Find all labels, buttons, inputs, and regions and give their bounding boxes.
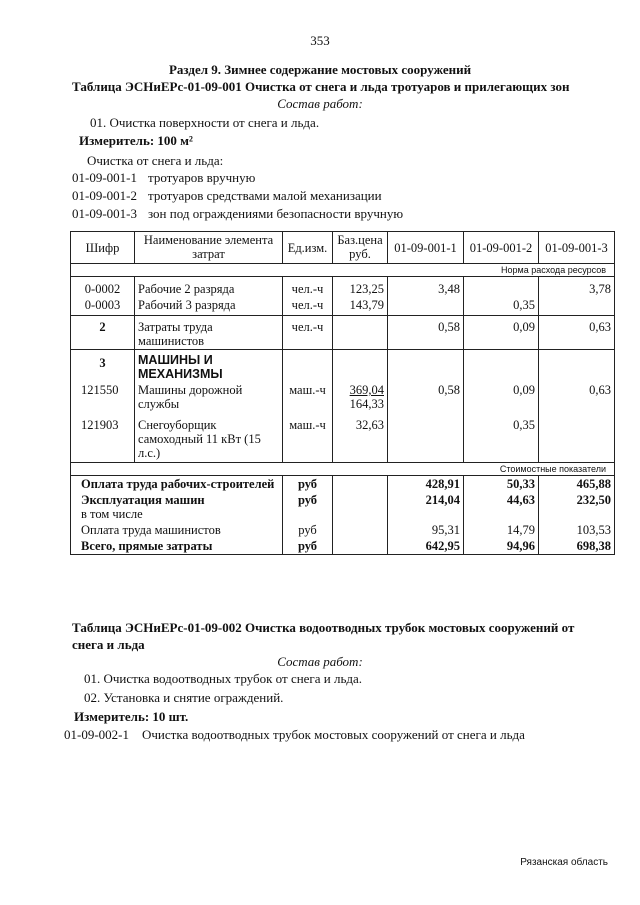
- row-value: 0,63: [539, 382, 615, 412]
- table-row: [71, 277, 615, 298]
- row-name: МАШИНЫ И МЕХАНИЗМЫ: [135, 350, 283, 383]
- cost-row: [71, 538, 615, 555]
- row-value: 3,78: [539, 277, 615, 298]
- item-code: 01-09-001-2: [72, 188, 137, 203]
- item-name: тротуаров вручную: [148, 170, 256, 185]
- row-name: Снегоуборщик самоходный 11 кВт (15 л.с.): [135, 412, 283, 462]
- measure-label: Измеритель: 10 шт.: [74, 709, 189, 724]
- cost-value: 465,88: [539, 475, 615, 492]
- table-header-row: [71, 232, 615, 264]
- row-value: 0,09: [464, 316, 539, 350]
- row-value: [539, 297, 615, 316]
- row-value: 0,35: [464, 412, 539, 462]
- work-composition-heading: Состав работ:: [277, 96, 363, 111]
- cost-unit: руб: [283, 492, 333, 522]
- cost-name-main: Эксплуатация машин: [81, 492, 205, 507]
- row-value: 0,35: [464, 297, 539, 316]
- row-value: [388, 297, 464, 316]
- cost-value: 50,33: [464, 475, 539, 492]
- item-code: 01-09-001-1: [72, 170, 137, 185]
- cost-value: 95,31: [388, 522, 464, 538]
- cost-value: 698,38: [539, 538, 615, 555]
- item-code: 01-09-001-3: [72, 206, 137, 221]
- cost-label-row: [71, 462, 615, 475]
- table-row: [71, 382, 615, 412]
- row-unit: чел.-ч: [283, 316, 333, 350]
- row-value: 0,58: [388, 382, 464, 412]
- sub-heading: Очистка от снега и льда:: [87, 153, 224, 168]
- cost-value: 44,63: [464, 492, 539, 522]
- row-value: 0,09: [464, 382, 539, 412]
- item-name: Очистка водоотводных трубок мостовых сооружений от снега и льда: [142, 727, 525, 742]
- cost-row: [71, 475, 615, 492]
- cost-name: Оплата труда рабочих-строителей: [71, 475, 283, 492]
- row-price: 123,25: [333, 277, 388, 298]
- empty-cell: [333, 538, 388, 555]
- row-unit: чел.-ч: [283, 277, 333, 298]
- row-value: 0,58: [388, 316, 464, 350]
- section-title: Раздел 9. Зимнее содержание мостовых сооружений: [168, 62, 472, 77]
- header-unit: Ед.изм.: [283, 232, 333, 264]
- estimate-table: [70, 231, 615, 555]
- cost-name: [71, 492, 283, 522]
- row-code: 0-0003: [71, 297, 135, 316]
- row-name: Затраты труда машинистов: [135, 316, 283, 350]
- cost-value: 103,53: [539, 522, 615, 538]
- row-unit: маш.-ч: [283, 382, 333, 412]
- row-price: [333, 316, 388, 350]
- cost-value: 232,50: [539, 492, 615, 522]
- work-item: 01. Очистка водоотводных трубок от снега и льда.: [84, 671, 363, 686]
- empty-cell: [283, 350, 333, 383]
- row-name: Рабочий 3 разряда: [135, 297, 283, 316]
- work-composition-heading: Состав работ:: [277, 654, 363, 669]
- table-row: [71, 297, 615, 316]
- table2-title-cont: снега и льда: [72, 637, 145, 652]
- cost-value: 214,04: [388, 492, 464, 522]
- row-value: [539, 412, 615, 462]
- row-unit: чел.-ч: [283, 297, 333, 316]
- row-price: [333, 382, 388, 412]
- item-code: 01-09-002-1: [64, 727, 129, 742]
- header-code: Шифр: [71, 232, 135, 264]
- cost-unit: руб: [283, 475, 333, 492]
- item-name: зон под ограждениями безопасности вручную: [148, 206, 404, 221]
- empty-cell: [333, 522, 388, 538]
- page-number: 353: [310, 33, 330, 48]
- header-base-price: Баз.цена руб.: [333, 232, 388, 264]
- work-item: 02. Установка и снятие ограждений.: [84, 690, 284, 705]
- cost-name: Оплата труда машинистов: [71, 522, 283, 538]
- item-name: тротуаров средствами малой механизации: [148, 188, 382, 203]
- cost-value: 94,96: [464, 538, 539, 555]
- row-price-main: 369,04: [349, 383, 384, 397]
- header-col2: 01-09-001-2: [464, 232, 539, 264]
- cost-name: Всего, прямые затраты: [71, 538, 283, 555]
- footer-region: Рязанская область: [520, 857, 608, 868]
- cost-value: 642,95: [388, 538, 464, 555]
- empty-cell: [333, 350, 388, 383]
- table2-title: Таблица ЭСНиЕРс-01-09-002 Очистка водоотводных трубок мостовых сооружений от: [72, 620, 575, 635]
- row-code: 121550: [71, 382, 135, 412]
- row-name: Рабочие 2 разряда: [135, 277, 283, 298]
- cost-value: 14,79: [464, 522, 539, 538]
- norm-label: Норма расхода ресурсов: [71, 264, 615, 277]
- cost-row: [71, 492, 615, 522]
- cost-row: [71, 522, 615, 538]
- row-price-secondary: 164,33: [349, 397, 384, 411]
- row-unit: маш.-ч: [283, 412, 333, 462]
- table-row: [71, 316, 615, 350]
- cost-unit: руб: [283, 522, 333, 538]
- row-name: Машины дорожной службы: [135, 382, 283, 412]
- header-col1: 01-09-001-1: [388, 232, 464, 264]
- empty-cell: [333, 492, 388, 522]
- work-item: 01. Очистка поверхности от снега и льда.: [90, 115, 320, 130]
- table-row: [71, 350, 615, 383]
- empty-cell: [464, 350, 539, 383]
- cost-name-sub: в том числе: [81, 506, 143, 521]
- measure-label: Измеритель: 100 м²: [79, 133, 193, 148]
- table-row: [71, 412, 615, 462]
- row-value: 0,63: [539, 316, 615, 350]
- row-code: 121903: [71, 412, 135, 462]
- norm-label-row: [71, 264, 615, 277]
- header-col3: 01-09-001-3: [539, 232, 615, 264]
- row-price: 32,63: [333, 412, 388, 462]
- header-name: Наименование элемента затрат: [135, 232, 283, 264]
- row-value: [388, 412, 464, 462]
- row-value: [464, 277, 539, 298]
- row-value: 3,48: [388, 277, 464, 298]
- cost-label: Стоимостные показатели: [71, 462, 615, 475]
- empty-cell: [539, 350, 615, 383]
- row-code: 0-0002: [71, 277, 135, 298]
- empty-cell: [333, 475, 388, 492]
- empty-cell: [388, 350, 464, 383]
- table1-title: Таблица ЭСНиЕРс-01-09-001 Очистка от снега и льда тротуаров и прилегающих зон: [72, 79, 570, 94]
- row-price: 143,79: [333, 297, 388, 316]
- row-code: 3: [71, 350, 135, 383]
- cost-unit: руб: [283, 538, 333, 555]
- row-code: 2: [71, 316, 135, 350]
- cost-value: 428,91: [388, 475, 464, 492]
